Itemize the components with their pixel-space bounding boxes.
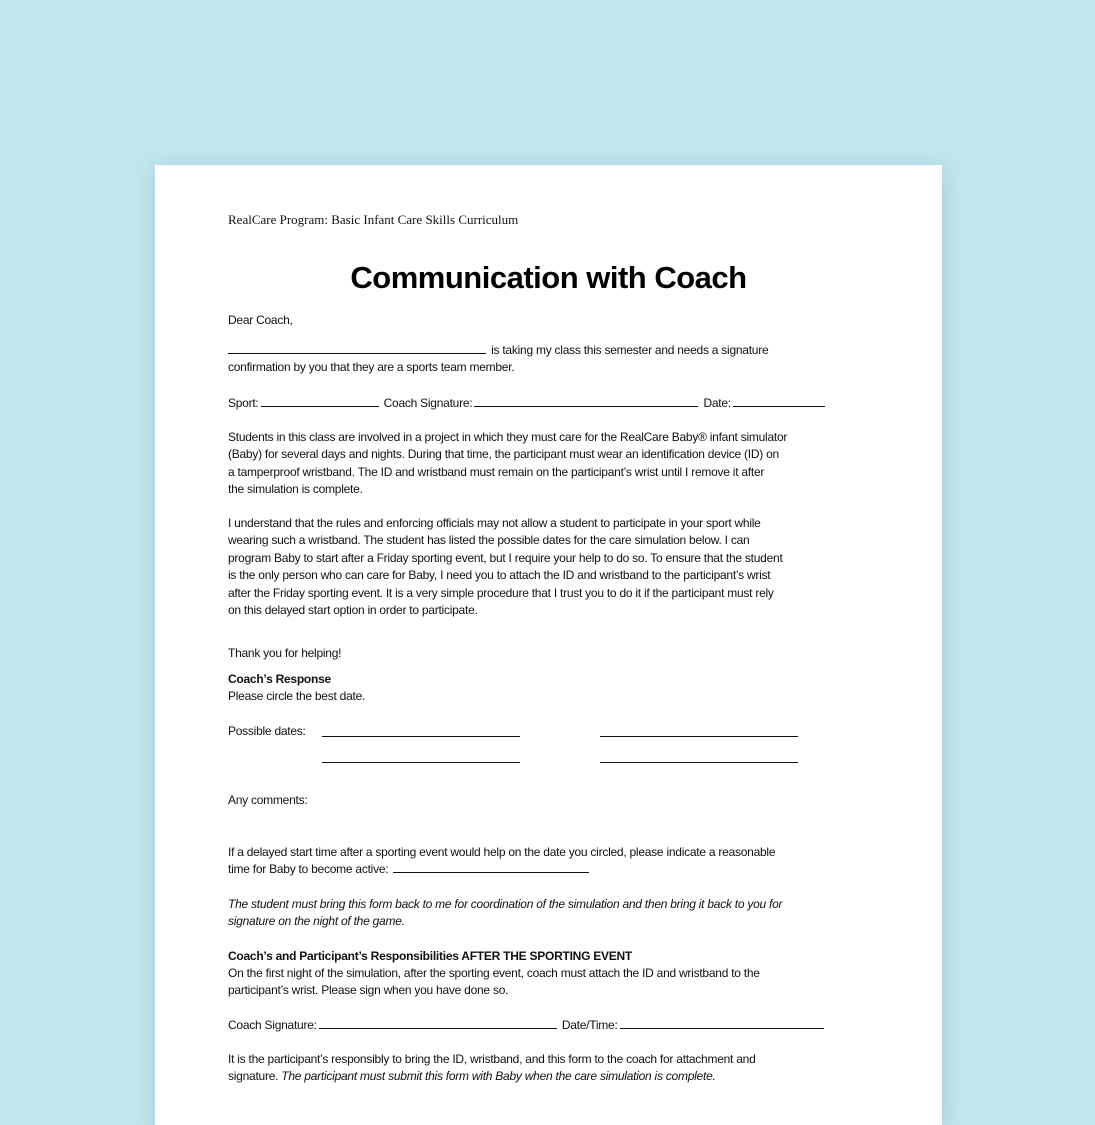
paragraph-rules (228, 515, 783, 619)
submission-note: The participant must submit this form with Baby when the care simulation is complete. (281, 1069, 716, 1084)
document-page (155, 165, 942, 1125)
text-line: on this delayed start option in order to participate. (228, 603, 478, 618)
closing-paragraph (228, 1051, 756, 1086)
active-time-blank[interactable] (393, 861, 589, 873)
text-line: Students in this class are involved in a project in which they must care for the RealCare Baby® infant simulator (228, 430, 788, 444)
thanks: Thank you for helping! (228, 646, 342, 660)
date-option-3[interactable] (322, 751, 520, 763)
text-line: program Baby to start after a Friday sporting event, but I require your help to do so. To ensure that the student (228, 550, 783, 565)
text-line: It is the participant’s responsibly to bring the ID, wristband, and this form to the coach for attachment and (228, 1052, 756, 1066)
intro-text: confirmation by you that they are a sports team member. (228, 360, 515, 375)
comments-label: Any comments: (228, 793, 308, 807)
text-line: If a delayed start time after a sporting event would help on the date you circled, please indicate a reasonable (228, 845, 776, 859)
date-option-2[interactable] (600, 725, 798, 737)
page-title: Communication with Coach (350, 260, 747, 295)
coach-signature-label: Coach Signature: (228, 1018, 317, 1032)
date-blank[interactable] (733, 395, 825, 407)
text-line: a tamperproof wristband. The ID and wristband must remain on the participant’s wrist until I remove it after (228, 464, 765, 479)
coordination-note (228, 896, 782, 931)
intro-text: is taking my class this semester and needs a signature (491, 343, 769, 357)
date-time-blank[interactable] (620, 1017, 824, 1029)
greeting: Dear Coach, (228, 313, 293, 327)
date-option-4[interactable] (600, 751, 798, 763)
final-coach-signature-blank[interactable] (319, 1017, 557, 1029)
text-line: signature on the night of the game. (228, 914, 405, 929)
possible-dates-label: Possible dates: (228, 724, 306, 738)
date-label: Date: (703, 396, 731, 410)
text-line: The student must bring this form back to me for coordination of the simulation and then bring it back to you for (228, 897, 783, 911)
intro-paragraph (228, 342, 768, 377)
text-line: I understand that the rules and enforcing officials may not allow a student to participate in your sport while (228, 516, 761, 530)
coach-signature-label: Coach Signature: (383, 396, 473, 410)
text-line: wearing such a wristband. The student has listed the possible dates for the care simulation below. I can (228, 533, 750, 548)
text-line: is the only person who can care for Baby, I need you to attach the ID and wristband to the participant’s wrist (228, 568, 771, 583)
sport-row (228, 395, 827, 412)
responsibilities-heading: Coach’s and Participant’s Responsibilities AFTER THE SPORTING EVENT (228, 949, 632, 963)
response-heading: Coach’s Response (228, 672, 331, 686)
sport-blank[interactable] (261, 395, 379, 407)
text-line: the simulation is complete. (228, 482, 363, 497)
student-name-blank[interactable] (228, 342, 486, 354)
delayed-start-paragraph (228, 844, 775, 879)
text-line: signature. (228, 1069, 279, 1084)
text-line: time for Baby to become active: (228, 862, 389, 877)
final-signature-row (228, 1017, 826, 1034)
responsibilities-text (228, 965, 760, 1000)
text-line: after the Friday sporting event. It is a very simple procedure that I trust you to do it if the participant must rely (228, 585, 774, 600)
coach-signature-blank[interactable] (474, 395, 698, 407)
text-line: participant’s wrist. Please sign when you have done so. (228, 983, 509, 998)
sport-label: Sport: (228, 396, 259, 410)
response-instruction: Please circle the best date. (228, 689, 366, 703)
date-time-label: Date/Time: (561, 1018, 618, 1032)
curriculum-header: RealCare Program: Basic Infant Care Skills Curriculum (228, 212, 519, 227)
text-line: (Baby) for several days and nights. During that time, the participant must wear an identification device (ID) on (228, 447, 779, 462)
date-option-1[interactable] (322, 725, 520, 737)
paragraph-project (228, 429, 787, 499)
text-line: On the first night of the simulation, after the sporting event, coach must attach the ID and wristband to the (228, 966, 760, 980)
